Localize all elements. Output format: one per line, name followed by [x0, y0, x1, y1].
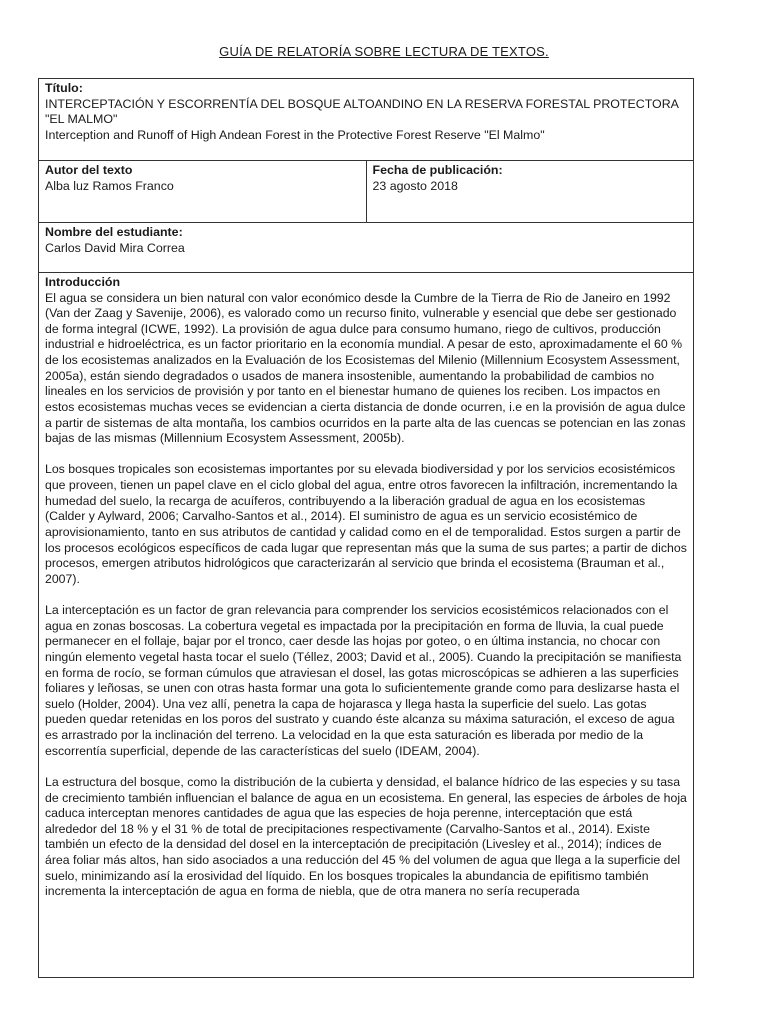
author-value: Alba luz Ramos Franco [45, 178, 174, 193]
introduction-label: Introducción [45, 275, 121, 289]
title-section [39, 79, 693, 161]
report-form [38, 78, 694, 978]
publication-label: Fecha de publicación: [372, 163, 503, 177]
introduction-cell [39, 273, 693, 900]
document-title: GUÍA DE RELATORÍA SOBRE LECTURA DE TEXTOS. [219, 44, 549, 59]
introduction-paragraph: El agua se considera un bien natural con valor económico desde la Cumbre de la Tierra de Rio de Janeiro en 1992 (Van der Zaag y Savenije, 2006), es valorado como un recurso finito, vulnerable y esencial que debe ser gestionado de forma integral (ICWE, 1992). La provisión de agua dulce para consumo humano, riego de cultivos, producción industrial e hidroeléctrica, es un factor prioritario en la economía mundial. A pesar de esto, aproximadamente el 60 % de los ecosistemas analizados en la Evaluación de los Ecosistemas del Milenio (Millennium Ecosystem Assessment, 2005a), están siendo degradados o usados de manera insostenible, aumentando la probabilidad de cambios no lineales en los servicios de provisión y por tanto en el bienestar humano de quienes los reciben. Los impactos en estos ecosistemas muchas veces se evidencian a cierta distancia de donde ocurren, i.e en la provisión de agua dulce a partir de sistemas de alta montaña, los cambios ocurridos en la parte alta de las cuencas se potencian en las zonas bajas de las mismas (Millennium Ecosystem Assessment, 2005b). [45, 290, 686, 446]
introduction-paragraph: La estructura del bosque, como la distribución de la cubierta y densidad, el balance hídrico de las especies y su tasa de crecimiento también influencian el balance de agua en un ecosistema. En general, las especies de árboles de hoja caduca interceptan menores cantidades de agua que las especies de hoja perenne, interceptación que está alrededor del 18 % y el 31 % de total de precipitaciones respectivamente (Carvalho-Santos et al., 2014). Existe también un efecto de la densidad del dosel en la interceptación de precipitación (Livesley et al., 2014); índices de área foliar más altos, han sido asociados a una reducción del 45 % del volumen de agua que llega a la superficie del suelo, minimizando así la erosividad del líquido. En los bosques tropicales la abundancia de epifitismo también incrementa la interceptación de agua en forma de niebla, que de otra manera no sería recuperada [45, 774, 687, 899]
author-cell [39, 161, 367, 222]
author-date-section [39, 161, 693, 223]
student-cell [39, 223, 693, 256]
student-value: Carlos David Mira Correa [45, 240, 185, 255]
author-label: Autor del texto [45, 163, 133, 177]
student-label: Nombre del estudiante: [45, 225, 183, 239]
student-section [39, 223, 693, 273]
publication-cell [367, 161, 694, 222]
title-spanish: INTERCEPTACIÓN Y ESCORRENTÍA DEL BOSQUE ALTOANDINO EN LA RESERVA FORESTAL PROTECTORA "EL MALMO" [45, 96, 679, 127]
introduction-section [39, 273, 693, 977]
title-label: Título: [45, 81, 83, 95]
title-cell [39, 79, 693, 143]
publication-value: 23 agosto 2018 [372, 178, 458, 193]
introduction-paragraph: Los bosques tropicales son ecosistemas importantes por su elevada biodiversidad y por los servicios ecosistémicos que proveen, tienen un papel clave en el ciclo global del agua, entre otros favorecen la infiltración, incrementando la humedad del suelo, la recarga de acuíferos, contribuyendo a la liberación gradual de agua en los ecosistemas (Calder y Aylward, 2006; Carvalho-Santos et al., 2014). El suministro de agua es un servicio ecosistémico de aprovisionamiento, tanto en sus atributos de cantidad y calidad como en el de temporalidad. Estos surgen a partir de los procesos ecológicos específicos de cada lugar que representan más que la suma de sus partes; a partir de dichos procesos, emergen atributos hidrológicos que caracterizarán al servicio que brinda el ecosistema (Brauman et al., 2007). [45, 462, 687, 586]
title-english: Interception and Runoff of High Andean Forest in the Protective Forest Reserve "El Malmo" [45, 127, 545, 142]
introduction-paragraph: La interceptación es un factor de gran relevancia para comprender los servicios ecosistémicos relacionados con el agua en zonas boscosas. La cobertura vegetal es impactada por la precipitación en forma de lluvia, la cual puede permanecer en el follaje, bajar por el tronco, caer desde las hojas por goteo, o en última instancia, no chocar con ningún elemento vegetal hasta tocar el suelo (Téllez, 2003; David et al., 2005). Cuando la precipitación se manifiesta en forma de rocío, se forman cúmulos que atraviesan el dosel, las gotas microscópicas se adhieren a las superficies foliares y leñosas, se unen con otras hasta formar una gota lo suficientemente grande como para deslizarse hasta el suelo (Holder, 2004). Una vez allí, penetra la capa de hojarasca y llega hasta la superficie del suelo. Las gotas pueden quedar retenidas en los poros del sustrato y cuando éste alcanza su máxima saturación, el exceso de agua es arrastrado por la inclinación del terreno. La velocidad en la que esta saturación es liberada por medio de la escorrentía superficial, depende de las características del suelo (IDEAM, 2004). [45, 603, 682, 758]
